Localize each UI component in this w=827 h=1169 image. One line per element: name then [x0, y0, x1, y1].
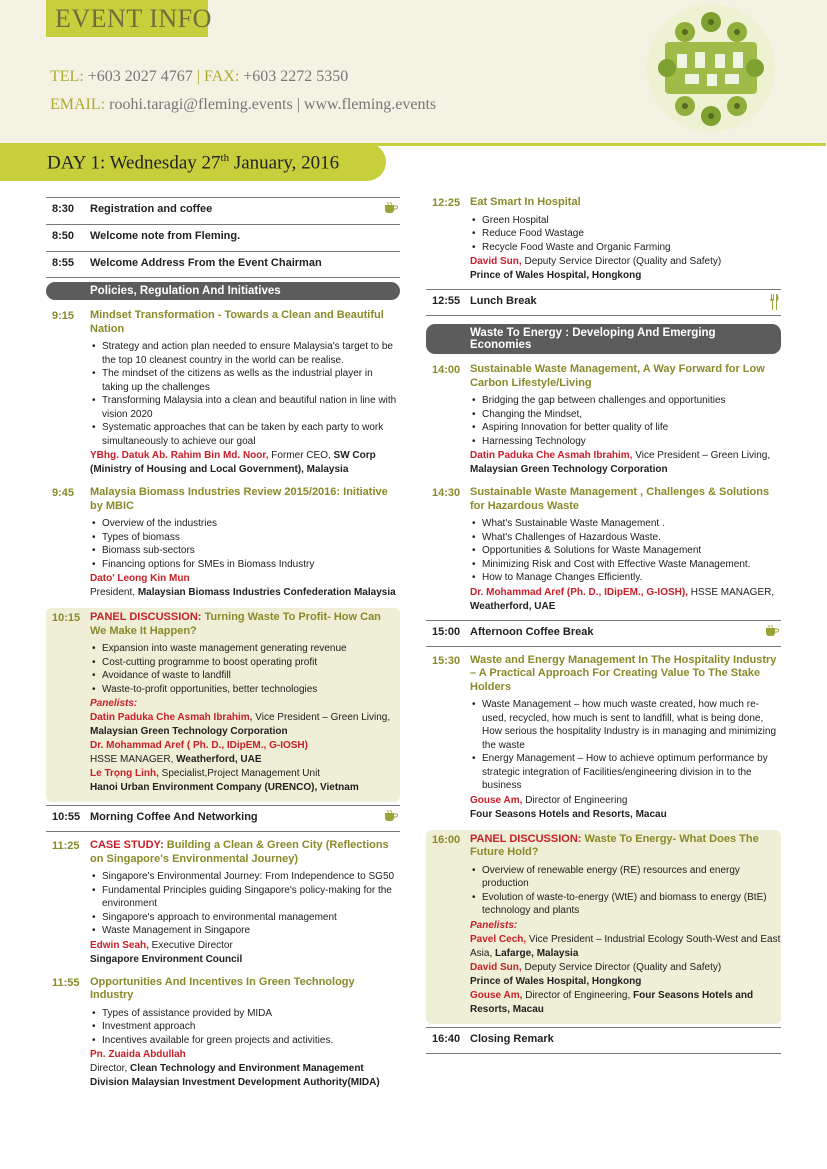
bullet-list: • Overview of the industries • Types of biomass • Biomass sub-sectors • Financing options for SMEs in Biomass Industry	[92, 517, 400, 571]
recycling-icons-circle	[645, 2, 777, 134]
bullet-list: • Green Hospital • Reduce Food Wastage • Recycle Food Waste and Organic Farming	[472, 214, 781, 255]
coffee-cup-icon	[384, 202, 398, 213]
session-hospitality-waste-energy: 15:30 Waste and Energy Management In The Hospitality Industry – A Practical Approach For Creating Value To The Stake Holders • Waste Management – how much waste created, how much re-used, recycled, how much is sent to landfill, what is being done, How serious the hospitality Industry is in managing and minimizing the waste • Energy Management – How to achieve optimum performance by strategic integration of Facilities/engineering division in to the business Gouse Am, Director of Engineering Four Seasons Hotels and Resorts, Macau	[426, 651, 781, 828]
fax-number: +603 2272 5350	[243, 68, 349, 85]
bullet-list: • Overview of renewable energy (RE) resources and energy production • Evolution of waste-to-energy (WtE) and biomass to energy (BtE) technology and plants	[472, 864, 781, 918]
session-panel-waste-to-energy: 16:00 PANEL DISCUSSION: Waste To Energy- What Does The Future Hold? • Overview of renewable energy (RE) resources and energy production • Evolution of waste-to-energy (WtE) and biomass to energy (BtE) technology and plants Panelists: Pavel Cech, Vice President – Industrial Ecology South-West and East Asia, Lafarge, Malaysia David Sun, Deputy Service Director (Quality and Safety) Prince of Wales Hospital, Hongkong Gouse Am, Director of Engineering, Four Seasons Hotels and Resorts, Macau	[426, 830, 781, 1024]
session-green-tech-incentives: 11:55 Opportunities And Incentives In Green Technology Industry • Types of assistance provided by MIDA • Investment approach • Incentives available for green projects and activities. Pn. Zuaida Abdullah Director, Clean Technology and Environment Management Division Malaysian Investment Development Authority(MIDA)	[46, 973, 400, 1097]
bullet-list: • Expansion into waste management generating revenue • Cost-cutting programme to boost operating profit • Avoidance of waste to landfill • Waste-to-profit opportunities, better technologies	[92, 642, 400, 696]
coffee-cup-icon	[765, 625, 779, 636]
fax-label: FAX:	[204, 68, 240, 85]
panelists-label: Panelists:	[90, 698, 138, 709]
speaker: YBhg. Datuk Ab. Rahim Bin Md. Noor, Former CEO, SW Corp (Ministry of Housing and Local Government), Malaysia	[90, 450, 376, 475]
session-hazardous-waste: 14:30 Sustainable Waste Management , Challenges & Solutions for Hazardous Waste • What's Sustainable Waste Management . • What's Challenges of Hazardous Waste. • Opportunities & Solutions for Waste Management • Minimizing Risk and Cost with Effective Waste Management. • How to Manage Changes Efficiently. Dr. Mohammad Aref (Ph. D., IDipEM., G-IOSH), HSSE MANAGER, Weatherford, UAE	[426, 483, 781, 620]
event-info-title: EVENT INFO	[55, 4, 212, 33]
email-link[interactable]: roohi.taragi@fleming.events	[109, 96, 293, 113]
session-sustainable-waste-low-carbon: 14:00 Sustainable Waste Management, A Way Forward for Low Carbon Lifestyle/Living • Bridging the gap between challenges and opportunities • Changing the Mindset, • Aspiring Innovation for better quality of life • Harnessing Technology Datin Paduka Che Asmah Ibrahim, Vice President – Green Living, Malaysian Green Technology Corporation	[426, 360, 781, 483]
bullet-list: • Bridging the gap between challenges and opportunities • Changing the Mindset, • Aspiring Innovation for better quality of life • Harnessing Technology	[472, 394, 781, 448]
session-case-study-singapore: 11:25 CASE STUDY: Building a Clean & Green City (Reflections on Singapore's Environmental Journey) • Singapore's Environmental Journey: From Independence to SG50 • Fundamental Principles guiding Singapore's policy-making for the environment • Singapore's approach to environmental management • Waste Management in Singapore Edwin Seah, Executive Director Singapore Environment Council	[46, 836, 400, 973]
session-biomass-review: 9:45 Malaysia Biomass Industries Review 2015/2016: Initiative by MBIC • Overview of the industries • Types of biomass • Biomass sub-sectors • Financing options for SMEs in Biomass Industry Dato' Leong Kin Mun President, Malaysian Biomass Industries Confederation Malaysia	[46, 483, 400, 606]
session-eat-smart: 12:25 Eat Smart In Hospital • Green Hospital • Reduce Food Wastage • Recycle Food Waste and Organic Farming David Sun, Deputy Service Director (Quality and Safety) Prince of Wales Hospital, Hongkong	[426, 193, 781, 289]
agenda-left-column	[46, 197, 400, 1096]
session-mindset-transformation: 9:15 Mindset Transformation - Towards a Clean and Beautiful Nation • Strategy and action plan needed to ensure Malaysia's target to be the top 10 cleanest country in the world can be realise. • The mindset of the citizens as wells as the industrial player in taking up the challenges • Transforming Malaysia into a clean and beautiful nation in line with vision 2020 • Systematic approaches that can be taken by each party to work simultaneously to achieve our goal YBhg. Datuk Ab. Rahim Bin Md. Noor, Former CEO, SW Corp (Ministry of Housing and Local Government), Malaysia	[46, 306, 400, 483]
tel-number[interactable]: +603 2027 4767	[87, 68, 193, 85]
bullet-list: • Strategy and action plan needed to ensure Malaysia's target to be the top 10 cleanest country in the world can be realise. • The mindset of the citizens as wells as the industrial player in taking up the challenges • Transforming Malaysia into a clean and beautiful nation in line with vision 2020 • Systematic approaches that can be taken by each party to work simultaneously to achieve our goal	[92, 340, 400, 448]
agenda-right-column	[426, 193, 781, 1054]
section-header-policies: Policies, Regulation And Initiatives	[46, 282, 400, 300]
agenda-row-chairman-address: 8:55 Welcome Address From the Event Chairman	[46, 251, 400, 278]
agenda-row-morning-coffee: 10:55 Morning Coffee And Networking	[46, 805, 400, 832]
website-link[interactable]: www.fleming.events	[303, 96, 437, 113]
section-header-waste-to-energy: Waste To Energy : Developing And Emerging Economies	[426, 324, 781, 354]
email-label: EMAIL:	[50, 96, 106, 113]
agenda-row-closing-remark: 16:40 Closing Remark	[426, 1027, 781, 1054]
agenda-row-welcome-note: 8:50 Welcome note from Fleming.	[46, 224, 400, 251]
agenda-row-afternoon-coffee: 15:00 Afternoon Coffee Break	[426, 620, 781, 647]
agenda-row-lunch: 12:55 Lunch Break	[426, 289, 781, 316]
bullet-list: • Types of assistance provided by MIDA • Investment approach • Incentives available for green projects and activities.	[92, 1007, 400, 1048]
contact-email-line: EMAIL: roohi.taragi@fleming.events | www.fleming.events	[50, 96, 437, 113]
session-panel-waste-to-profit: 10:15 PANEL DISCUSSION: Turning Waste To Profit- How Can We Make It Happen? • Expansion into waste management generating revenue • Cost-cutting programme to boost operating profit • Avoidance of waste to landfill • Waste-to-profit opportunities, better technologies Panelists: Datin Paduka Che Asmah Ibrahim, Vice President – Green Living, Malaysian Green Technology Corporation Dr. Mohammad Aref ( Ph. D., IDipEM., G-IOSH) HSSE MANAGER, Weatherford, UAE Le Trọng Linh, Specialist,Project Management Unit Hanoi Urban Environment Company (URENCO), Vietnam	[46, 608, 400, 802]
coffee-cup-icon	[384, 810, 398, 821]
day-title: DAY 1: Wednesday 27th January, 2016	[47, 152, 340, 174]
bullet-list: • Waste Management – how much waste created, how much re-used, recycled, how much is sent to landfill, what is being done, How serious the hospitality Industry is in managing and minimizing the waste • Energy Management – How to achieve optimum performance by strategic integration of Facilities/engineering division in to the business	[472, 698, 781, 793]
agenda-row-registration: 8:30 Registration and coffee	[46, 197, 400, 224]
panelists-label: Panelists:	[470, 919, 518, 931]
fork-knife-icon	[769, 294, 779, 310]
bullet-list: • Singapore's Environmental Journey: From Independence to SG50 • Fundamental Principles guiding Singapore's policy-making for the environment • Singapore's approach to environmental management • Waste Management in Singapore	[92, 870, 400, 938]
speaker: Dato' Leong Kin Mun President, Malaysian Biomass Industries Confederation Malaysia	[90, 573, 396, 598]
bullet-list: • What's Sustainable Waste Management . • What's Challenges of Hazardous Waste. • Opportunities & Solutions for Waste Management • Minimizing Risk and Cost with Effective Waste Management. • How to Manage Changes Efficiently.	[472, 517, 781, 585]
contact-phone-line: TEL: +603 2027 4767 | FAX: +603 2272 5350	[50, 68, 349, 85]
tel-label: TEL:	[50, 68, 84, 85]
